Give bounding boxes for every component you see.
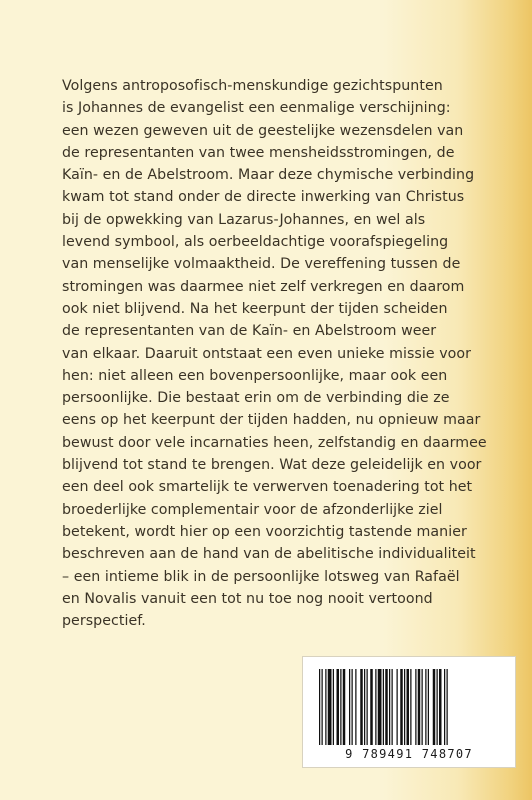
barcode-bar (355, 669, 356, 745)
barcode-bar (447, 669, 448, 745)
barcode-bar (400, 669, 403, 745)
isbn-number: 9 789491 748707 (345, 747, 473, 761)
barcode-bar (439, 669, 442, 745)
barcode-bar (422, 669, 423, 745)
blurb-line: Volgens antroposofisch-menskundige gezichtspunten (62, 78, 443, 94)
blurb-line: ook niet blijvend. Na het keerpunt der tijden scheiden (62, 300, 448, 317)
blurb-line: eens op het keerpunt der tijden hadden, nu opnieuw maar (62, 412, 481, 429)
barcode-bar (375, 669, 376, 745)
barcode-bar (433, 669, 436, 745)
blurb-line: van menselijke volmaaktheid. De vereffening tussen de (62, 256, 461, 273)
barcode-bar (328, 669, 332, 745)
blurb-line: van elkaar. Daaruit ontstaat een even unieke missie voor (62, 345, 471, 362)
barcode-bar (352, 669, 353, 745)
blurb-line: hen: niet alleen een bovenpersoonlijke, maar ook een (62, 367, 448, 384)
barcode-bar (343, 669, 346, 745)
blurb-line: stromingen was daarmee niet zelf verkregen en daarom (62, 278, 465, 295)
barcode-bar (340, 669, 341, 745)
barcode-bar (333, 669, 334, 745)
blurb-line: betekent, wordt hier op een voorzichtig tastende manier (62, 523, 467, 540)
barcode-bar (404, 669, 405, 745)
isbn-barcode (302, 656, 516, 768)
barcode-bar (364, 669, 365, 745)
blurb-line: Kaïn- en de Abelstroom. Maar deze chymische verbinding (62, 167, 475, 184)
barcode-bar (337, 669, 340, 745)
blurb-line: beschreven aan de hand van de abelitische individualiteit (62, 546, 476, 563)
blurb-line: een deel ook smartelijk te verwerven toenadering tot het (62, 479, 473, 496)
blurb-line: blijvend tot stand te brengen. Wat deze geleidelijk en voor (62, 457, 482, 474)
barcode-bar (437, 669, 438, 745)
barcode-bar (385, 669, 388, 745)
blurb-line: levend symbool, als oerbeeldachtige voorafspiegeling (62, 234, 449, 251)
barcode-bar (325, 669, 326, 745)
barcode-bar (389, 669, 390, 745)
blurb-line: is Johannes de evangelist een eenmalige verschijning: (62, 100, 451, 117)
barcode-bar (407, 669, 410, 745)
blurb-line: een wezen geweven uit de geestelijke wezensdelen van (62, 122, 464, 139)
blurb-line: perspectief. (62, 613, 146, 630)
barcode-bar (392, 669, 393, 745)
barcode-bar (322, 669, 323, 745)
blurb-line: kwam tot stand onder de directe inwerking van Christus (62, 189, 465, 206)
barcode-bar (397, 669, 398, 745)
barcode-bar (415, 669, 416, 745)
blurb-line: broederlijke complementair voor de afzonderlijke ziel (62, 501, 443, 518)
barcode-bar (367, 669, 368, 745)
barcode-bars (319, 669, 501, 745)
blurb-line: bij de opwekking van Lazarus-Johannes, en wel als (62, 211, 426, 228)
barcode-bar (444, 669, 445, 745)
blurb-line: de representanten van twee mensheidsstromingen, de (62, 144, 455, 161)
barcode-bar (428, 669, 429, 745)
barcode-bar (383, 669, 384, 745)
barcode-bar (319, 669, 320, 745)
blurb-line: bewust door vele incarnaties heen, zelfstandig en daarmee (62, 434, 487, 451)
barcode-bar (425, 669, 426, 745)
blurb-line: – een intieme blik in de persoonlijke lotsweg van Rafaël (62, 568, 460, 585)
blurb-text (62, 75, 492, 632)
barcode-bar (349, 669, 350, 745)
blurb-line: de representanten van de Kaïn- en Abelstroom weer (62, 323, 437, 340)
barcode-bar (418, 669, 421, 745)
barcode-bar (370, 669, 373, 745)
blurb-line: en Novalis vanuit een tot nu toe nog nooit vertoond (62, 590, 433, 607)
barcode-bar (378, 669, 382, 745)
blurb-line: persoonlijke. Die bestaat erin om de verbinding die ze (62, 390, 450, 407)
barcode-bar (410, 669, 411, 745)
barcode-bar (360, 669, 363, 745)
